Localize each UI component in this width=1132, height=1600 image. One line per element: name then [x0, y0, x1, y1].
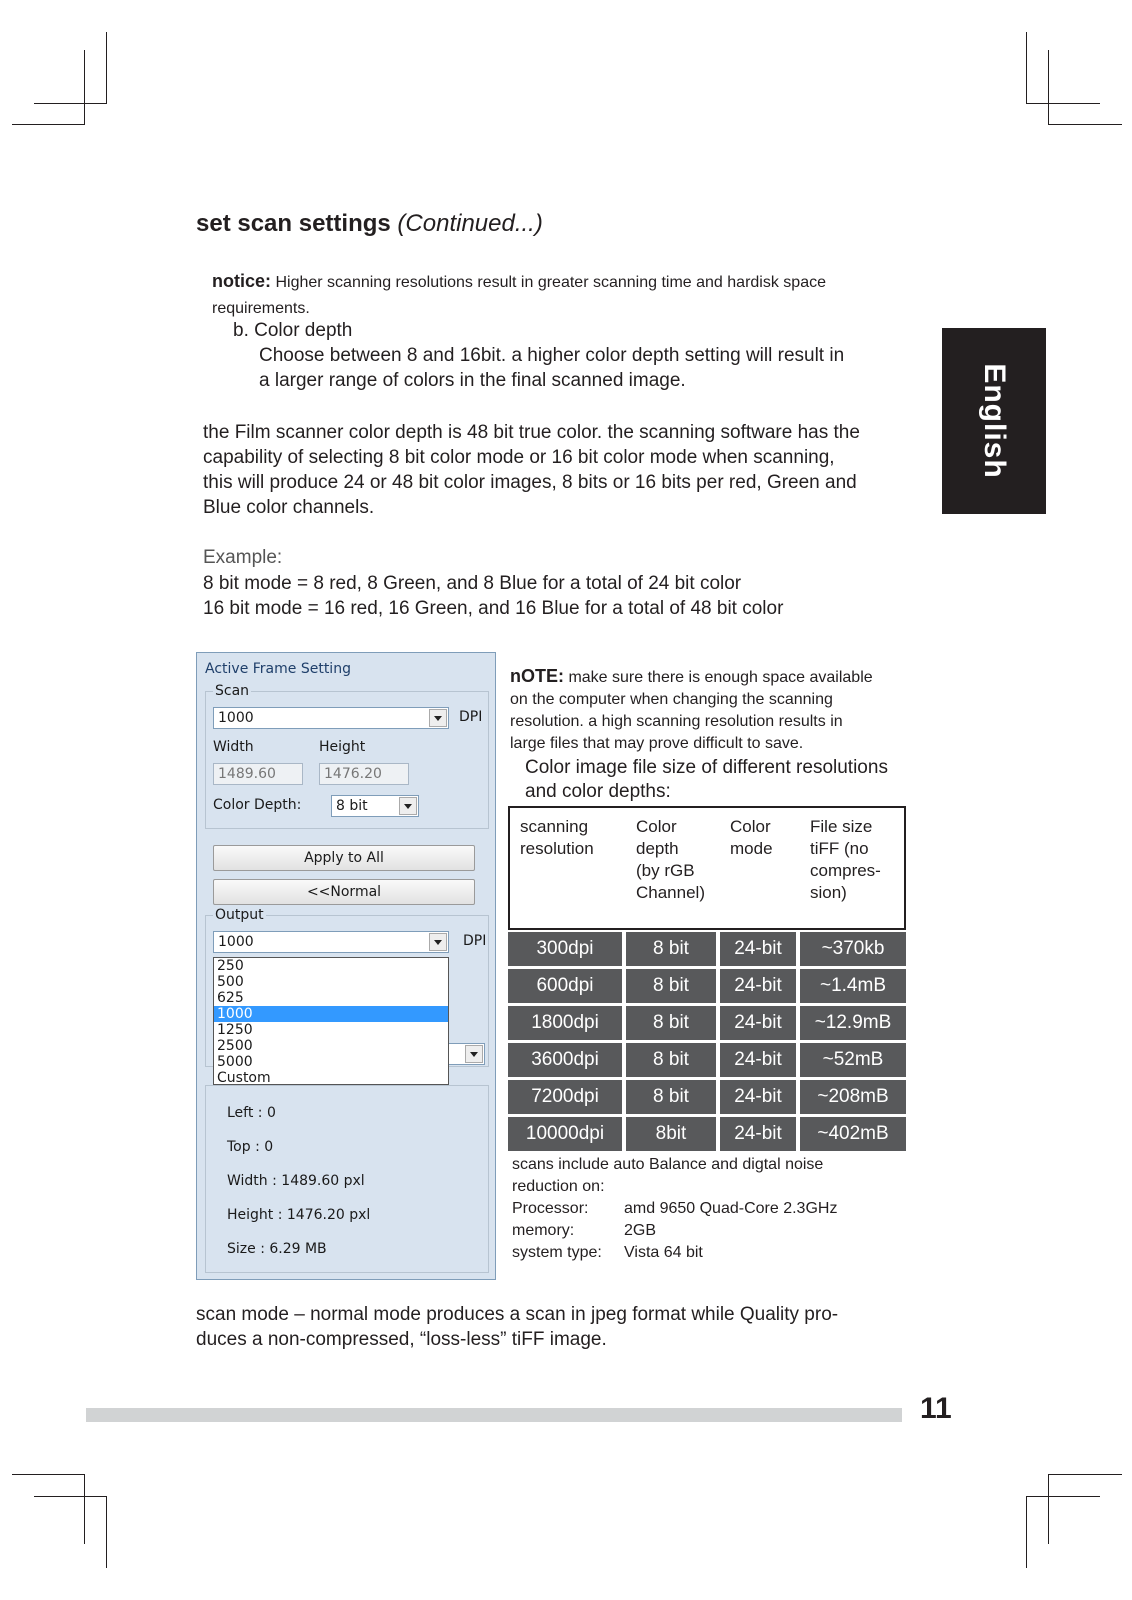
apply-to-all-button[interactable]: Apply to All	[213, 845, 475, 871]
table-cell: 10000dpi	[508, 1117, 622, 1151]
notice-label: notice:	[212, 271, 272, 291]
header-color-mode: Color mode	[730, 817, 773, 858]
output-dpi-dropdown[interactable]	[213, 957, 449, 1085]
chevron-down-icon[interactable]	[429, 709, 447, 727]
note-label: nOTE:	[510, 666, 564, 686]
height-field[interactable]: 1476.20	[319, 763, 409, 785]
color-depth-desc-1: Choose between 8 and 16bit. a higher color depth setting will result in	[259, 345, 845, 366]
dropdown-option[interactable]: 250	[217, 958, 244, 974]
header-resolution: scanning resolution	[520, 817, 594, 858]
crop-mark	[12, 124, 85, 125]
header-file-size: File size tiFF (no compres- sion)	[810, 817, 881, 902]
width-field[interactable]: 1489.60	[213, 763, 303, 785]
table-cell: 7200dpi	[508, 1080, 622, 1114]
table-cell: ~370kb	[800, 932, 906, 966]
depth-paragraph: the Film scanner color depth is 48 bit true color. the scanning software has the capability of selecting 8 bit color mode or 16 bit color mode when scanning, this will produce 24 or 48 bit color images, 8 bits or 16 bits per red, Green and Blue color channels.	[203, 422, 860, 518]
scan-mode-paragraph: scan mode – normal mode produces a scan in jpeg format while Quality pro- duces a non-compressed, “loss-less” tiFF image.	[196, 1304, 839, 1350]
crop-mark	[1026, 32, 1027, 104]
info-height: Height : 1476.20 pxl	[227, 1207, 371, 1223]
output-group-label: Output	[215, 907, 264, 923]
dropdown-option[interactable]: 2500	[217, 1038, 253, 1054]
color-depth-label: Color Depth:	[213, 797, 302, 813]
table-cell: 8bit	[626, 1117, 716, 1151]
table-footnote: scans include auto Balance and digtal noise reduction on: Processor: amd 9650 Quad-Core 2.3GHz memory: 2GB system type: Vista 64 bit	[512, 1156, 838, 1261]
header-color-depth: Color depth (by rGB Channel)	[636, 817, 705, 902]
table-cell: 24-bit	[720, 1043, 796, 1077]
scan-group-label: Scan	[215, 683, 250, 699]
crop-mark	[34, 103, 107, 104]
crop-mark	[1048, 1474, 1122, 1475]
crop-mark	[1048, 50, 1049, 125]
table-cell: 8 bit	[626, 1006, 716, 1040]
scan-dpi-select[interactable]: 1000	[213, 707, 449, 729]
table-cell: 8 bit	[626, 932, 716, 966]
output-dpi-select[interactable]: 1000	[213, 931, 449, 953]
dialog-title: Active Frame Setting	[205, 661, 351, 677]
output-dpi-unit: DPI	[463, 933, 487, 949]
page-number: 11	[920, 1392, 952, 1425]
crop-mark	[106, 1496, 107, 1568]
info-size: Size : 6.29 MB	[227, 1241, 327, 1257]
notice-text: Higher scanning resolutions result in greater scanning time and hardisk space requirements.	[212, 274, 826, 317]
dropdown-option[interactable]: 1250	[217, 1022, 253, 1038]
height-label: Height	[319, 739, 366, 755]
dropdown-option-selected[interactable]: 1000	[214, 1006, 448, 1022]
crop-mark	[1048, 1474, 1049, 1544]
scan-dpi-unit: DPI	[459, 709, 483, 725]
width-label: Width	[213, 739, 254, 755]
crop-mark	[84, 1474, 85, 1544]
color-depth-select[interactable]: 8 bit	[331, 795, 419, 817]
dropdown-option[interactable]: 5000	[217, 1054, 253, 1070]
crop-mark	[1026, 1496, 1100, 1497]
dropdown-option[interactable]: 500	[217, 974, 244, 990]
table-header	[508, 806, 906, 930]
chevron-down-icon[interactable]	[465, 1045, 483, 1063]
footer-bar	[86, 1408, 902, 1422]
table-cell: 24-bit	[720, 1006, 796, 1040]
table-cell: 8 bit	[626, 969, 716, 1003]
hidden-select[interactable]	[447, 1043, 485, 1065]
crop-mark	[12, 1474, 85, 1475]
info-top: Top : 0	[227, 1139, 274, 1155]
table-cell: 8 bit	[626, 1080, 716, 1114]
crop-mark	[106, 32, 107, 104]
active-frame-dialog	[196, 652, 496, 1280]
table-cell: 600dpi	[508, 969, 622, 1003]
crop-mark	[1026, 1496, 1027, 1568]
chevron-down-icon[interactable]	[399, 797, 417, 815]
color-depth-desc-2: a larger range of colors in the final scanned image.	[259, 370, 686, 391]
crop-mark	[1048, 124, 1122, 125]
table-cell: ~402mB	[800, 1117, 906, 1151]
example-line-1: 8 bit mode = 8 red, 8 Green, and 8 Blue for a total of 24 bit color	[203, 573, 742, 594]
example-label: Example:	[203, 547, 283, 568]
table-cell: 1800dpi	[508, 1006, 622, 1040]
table-cell: ~208mB	[800, 1080, 906, 1114]
color-depth-item: b. Color depth	[233, 320, 353, 341]
table-title: Color image file size of different resolutions and color depths:	[525, 757, 888, 802]
table-cell: ~12.9mB	[800, 1006, 906, 1040]
language-tab	[942, 328, 1046, 514]
table-cell: 24-bit	[720, 932, 796, 966]
table-cell: ~52mB	[800, 1043, 906, 1077]
dropdown-option[interactable]: Custom	[217, 1070, 271, 1086]
table-cell: 24-bit	[720, 1117, 796, 1151]
crop-mark	[1026, 103, 1100, 104]
table-cell: 24-bit	[720, 969, 796, 1003]
continued-label: (Continued...)	[397, 210, 543, 237]
dropdown-option[interactable]: 625	[217, 990, 244, 1006]
info-width: Width : 1489.60 pxl	[227, 1173, 365, 1189]
page-title: set scan settings (Continued...)	[196, 210, 543, 237]
crop-mark	[34, 1496, 107, 1497]
example-line-2: 16 bit mode = 16 red, 16 Green, and 16 Blue for a total of 48 bit color	[203, 598, 784, 619]
table-cell: 8 bit	[626, 1043, 716, 1077]
info-left: Left : 0	[227, 1105, 276, 1121]
table-cell: ~1.4mB	[800, 969, 906, 1003]
table-cell: 3600dpi	[508, 1043, 622, 1077]
chevron-down-icon[interactable]	[429, 933, 447, 951]
normal-button[interactable]: <<Normal	[213, 879, 475, 905]
table-cell: 24-bit	[720, 1080, 796, 1114]
language-tab-label: English	[978, 363, 1011, 479]
notice-block	[212, 268, 892, 322]
note-block: nOTE: make sure there is enough space available on the computer when changing the scanning resolution. a high scanning resolution results in large files that may prove difficult to save.	[510, 666, 873, 752]
table-cell: 300dpi	[508, 932, 622, 966]
crop-mark	[84, 50, 85, 125]
